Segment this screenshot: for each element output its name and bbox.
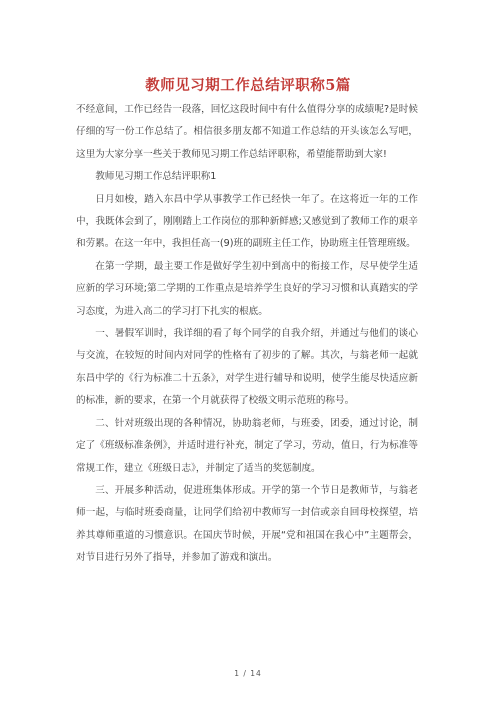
body-paragraph: 三、开展多种活动，促进班集体形成。开学的第一个节日是教师节，与翁老师一起，与临时班委商量，让同学们给初中教师写一封信或亲自回母校探望，培养其尊师重道的习惯意识。在国庆节时候，开展“党和祖国在我心中”主题帮会，对节目进行另外了指导，并参加了游戏和演出。 (76, 484, 418, 564)
document-title: 教师见习期工作总结评职称5篇 (145, 77, 351, 94)
section-heading: 教师见习期工作总结评职称1 (95, 171, 217, 183)
page-number: 1 / 14 (234, 669, 262, 678)
body-paragraph: 一、暑假军训时，我详细的看了每个同学的自我介绍，并通过与他们的谈心与交流，在较短的时间内对同学的性格有了初步的了解。其次，与翁老师一起就东昌中学的《行为标准二十五条》，对学生进行辅导和说明，使学生能尽快适应新的标准，新的要求，在第一个月就获得了校级文明示范班的称号。 (76, 328, 418, 407)
document-body (76, 99, 418, 570)
body-paragraph: 日月如梭，踏入东昌中学从事教学工作已经快一年了。在这将近一年的工作中，我既体会到了，刚刚踏上工作岗位的那种新鲜感;又感觉到了教师工作的艰辛和劳累。在这一年中，我担任高一(9)班的副班主任工作，协助班主任管理班级。 (76, 193, 418, 250)
body-paragraph: 在第一学期，最主要工作是做好学生初中到高中的衔接工作，尽早使学生适应新的学习环境;第二学期的工作重点是培养学生良好的学习习惯和认真踏实的学习态度，为进入高二的学习打下扎实的根底。 (76, 260, 418, 317)
intro-paragraph: 不经意间，工作已经告一段落，回忆这段时间中有什么值得分享的成绩呢?是时候仔细的写一份工作总结了。相信很多朋友都不知道工作总结的开头该怎么写吧，这里为大家分享一些关于教师见习期工作总结评职称，希望能帮助到大家! (76, 104, 418, 160)
body-paragraph: 二、针对班级出现的各种情况，协助翁老师，与班委，团委，通过讨论，制定了《班级标准条例》，并适时进行补充，制定了学习，劳动，值日，行为标准等常规工作，建立《班级日志》，并制定了适当的奖惩制度。 (76, 417, 418, 474)
